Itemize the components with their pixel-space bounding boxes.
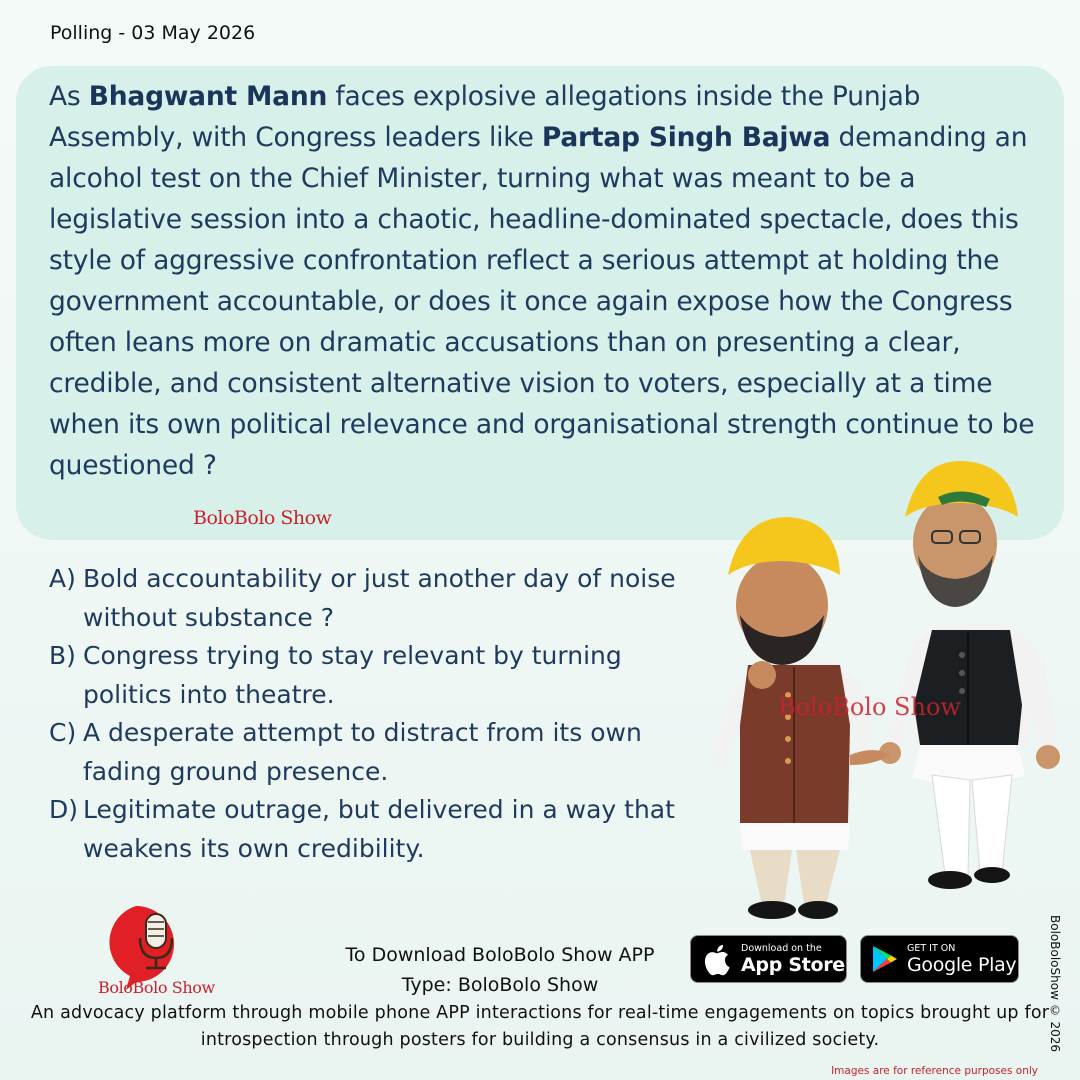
reference-note: Images are for reference purposes only <box>831 1065 1038 1077</box>
platform-description: An advocacy platform through mobile phone APP interactions for real-time engagements on topics brought up for introspection through posters for building a consensus in a civilized society. <box>30 1003 1050 1050</box>
apple-icon <box>703 942 733 976</box>
download-instructions: To Download BoloBolo Show APP Type: BoloBolo Show <box>345 944 655 996</box>
option-b[interactable]: B) Congress trying to stay relevant by turning politics into theatre. <box>49 641 622 709</box>
politician-name-2: Partap Singh Bajwa <box>541 122 831 153</box>
logo-text: BoloBolo Show <box>98 978 215 997</box>
caricature-illustration <box>700 455 1080 935</box>
option-a[interactable]: A) Bold accountability or just another day of noise without substance ? <box>49 564 676 632</box>
question-text: As Bhagwant Mann faces explosive allegations inside the Punjab Assembly, with Congress leaders like Partap Singh Bajwa demanding an alcohol test on the Chief Minister, turning what was meant to be a legislative session into a chaotic, headline-dominated spectacle, does this style of aggressive confrontation reflect a serious attempt at holding the government accountable, or does it once again expose how the Congress often leans more on dramatic accusations than on presenting a clear, credible, and consistent alternative vision to voters, especially at a time when its own political relevance and organisational strength continue to be questioned ? <box>49 81 1035 481</box>
brand-watermark: BoloBolo Show <box>193 507 332 529</box>
app-store-badge[interactable]: Download on the App Store <box>690 935 847 983</box>
poll-options <box>49 560 709 868</box>
option-c[interactable]: C) A desperate attempt to distract from its own fading ground presence. <box>49 718 642 786</box>
option-d[interactable]: D) Legitimate outrage, but delivered in a way that weakens its own credibility. <box>49 795 675 863</box>
image-watermark: BoloBolo Show <box>778 693 961 721</box>
politician-name-1: Bhagwant Mann <box>88 81 328 112</box>
google-play-badge[interactable]: GET IT ON Google Play <box>860 935 1019 983</box>
poll-date: Polling - 03 May 2026 <box>50 22 256 44</box>
caricature-right-figure <box>879 461 1060 889</box>
google-play-icon <box>871 944 899 974</box>
copyright-notice: BoloBoloShow © 2026 <box>1048 915 1062 1053</box>
